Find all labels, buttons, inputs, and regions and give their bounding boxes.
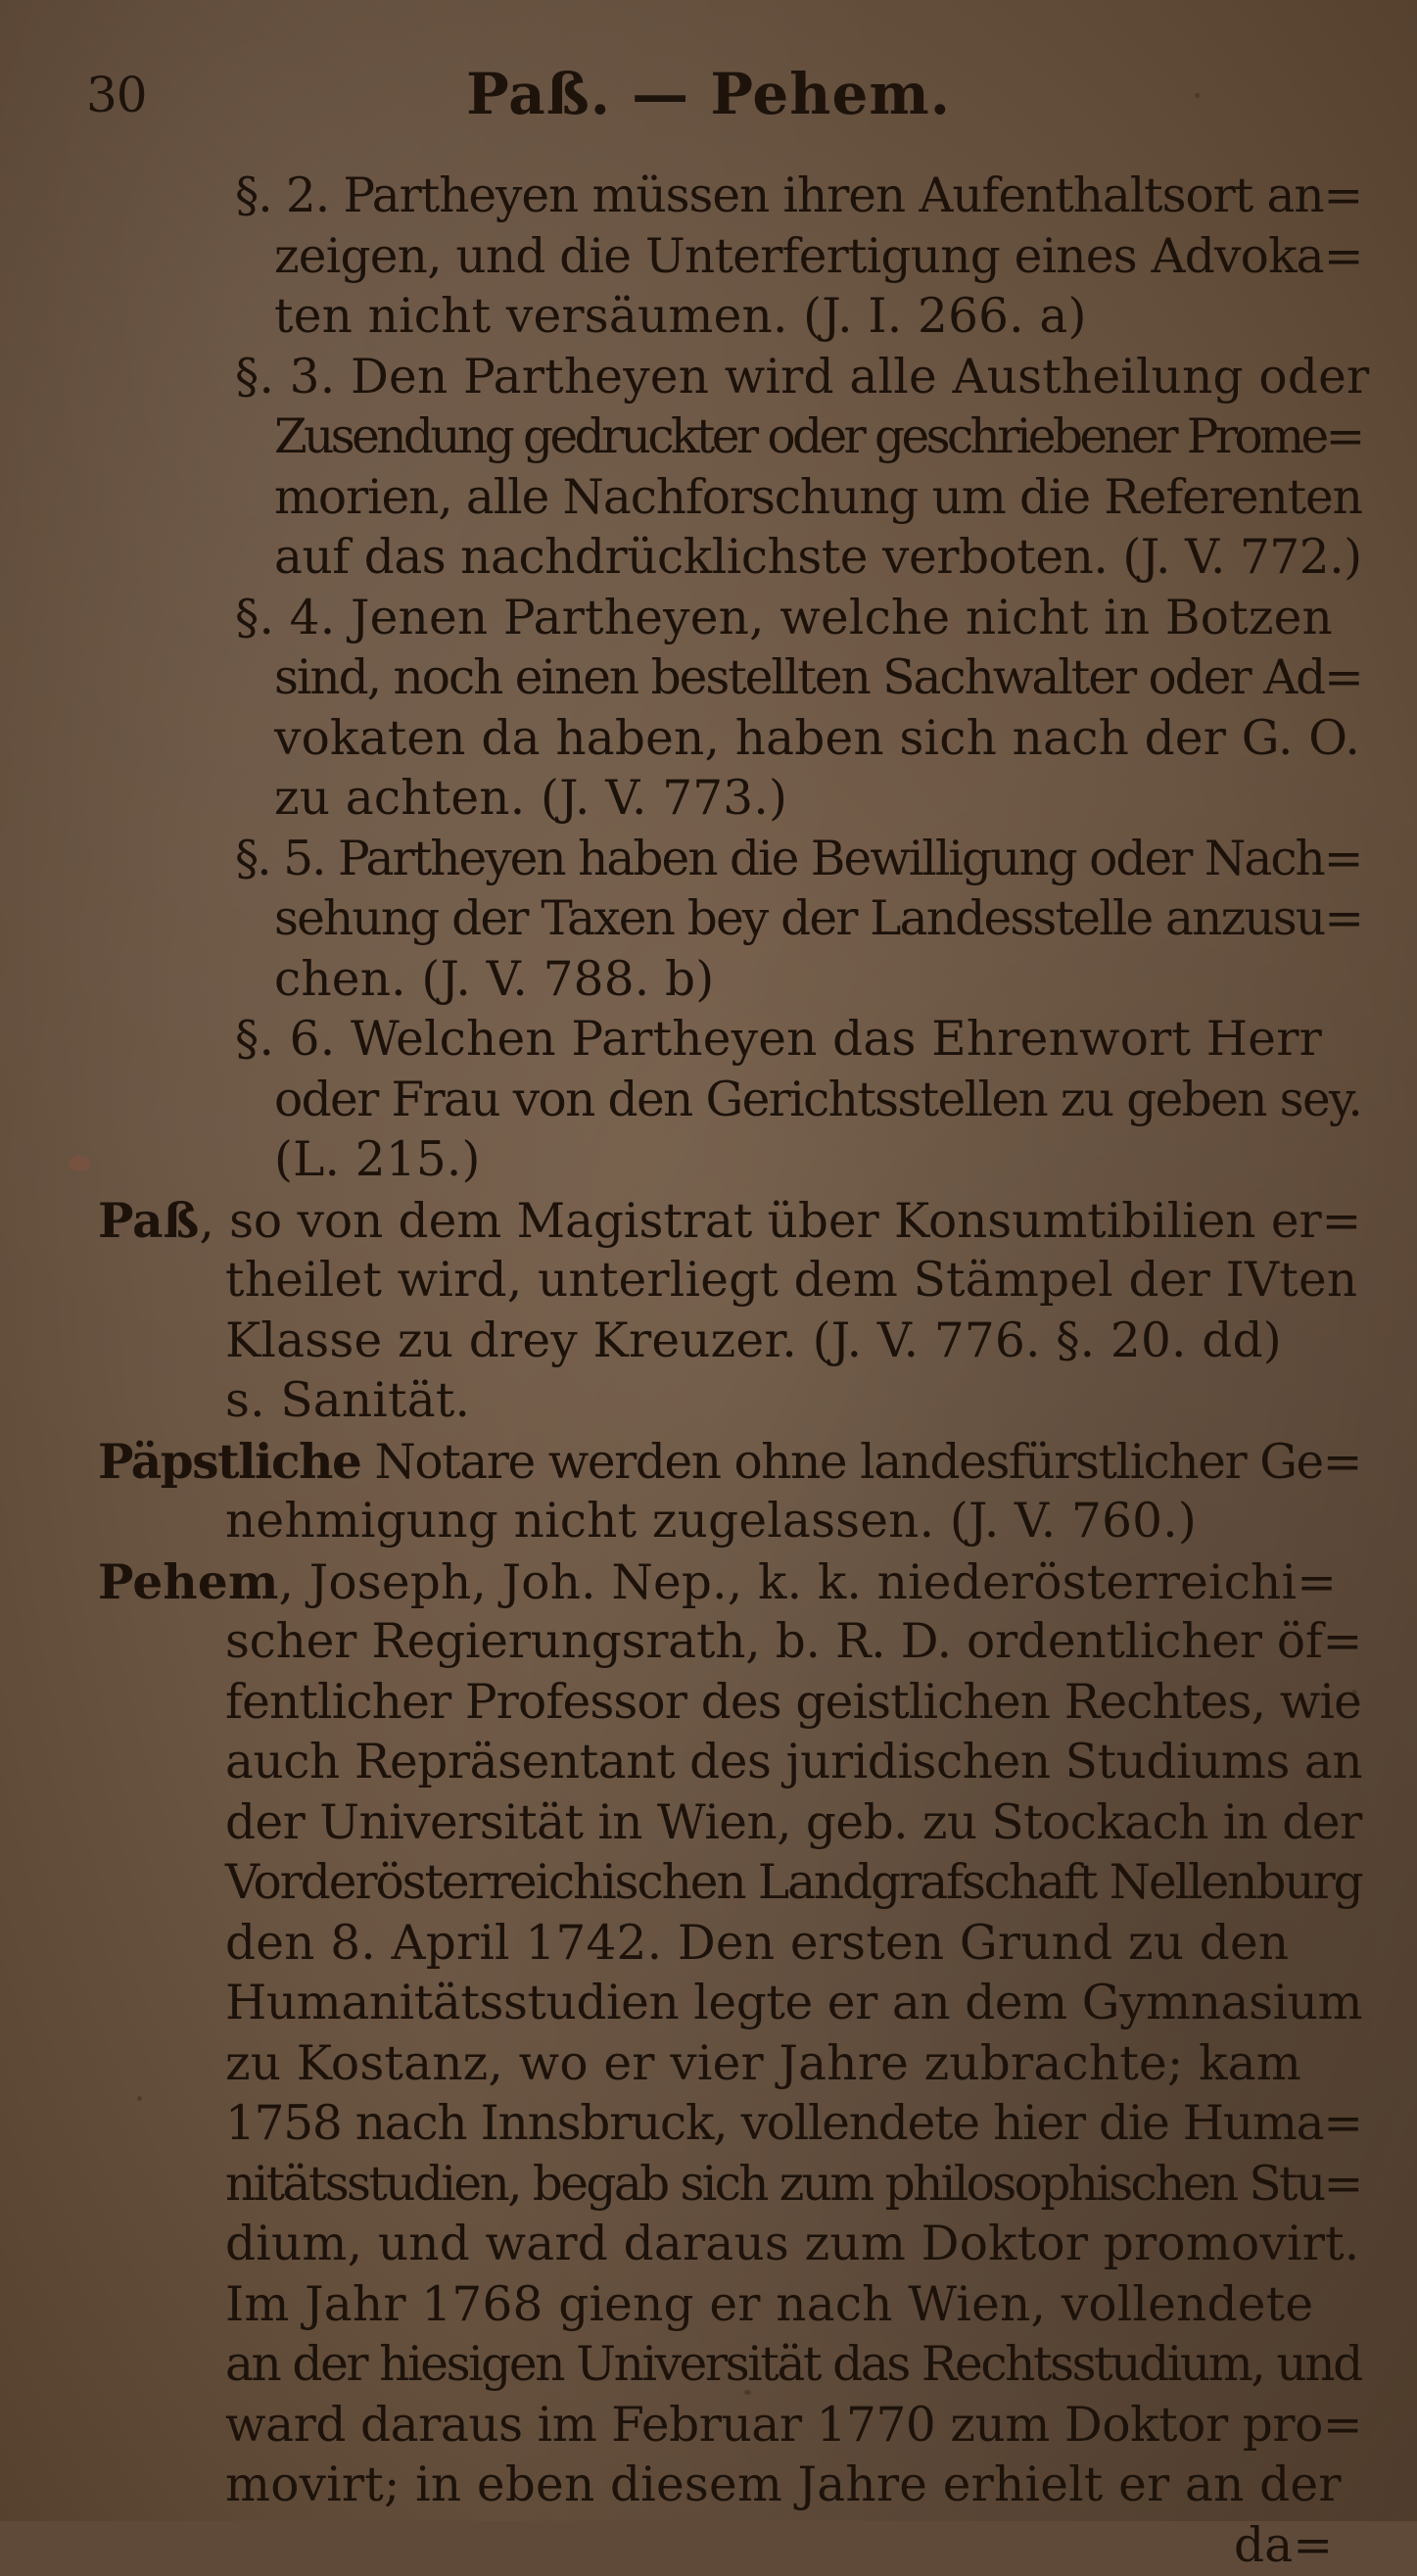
text-line: morien, alle Nachforschung um die Referenten xyxy=(98,468,1371,529)
text-line: Klasse zu drey Kreuzer. (J. V. 776. §. 20. dd) xyxy=(98,1312,1371,1372)
running-head: Paß. — Pehem. xyxy=(0,61,1417,127)
text-line: ward daraus im Februar 1770 zum Doktor pro= xyxy=(98,2396,1371,2457)
entry-headword: Paß xyxy=(98,1193,199,1249)
text-line: chen. (J. V. 788. b) xyxy=(98,950,1371,1011)
entry-headword: Pehem xyxy=(98,1554,278,1610)
text-line: nehmigung nicht zugelassen. (J. V. 760.) xyxy=(98,1492,1371,1552)
text-line: sehung der Taxen bey der Landesstelle anzusu= xyxy=(98,889,1371,950)
text-line: zu Kostanz, wo er vier Jahre zubrachte; kam xyxy=(98,2034,1371,2095)
text-line: §. 6. Welchen Partheyen das Ehrenwort Herr xyxy=(98,1010,1371,1071)
entry-line: Paß, so von dem Magistrat über Konsumtibilien er= xyxy=(98,1191,1371,1252)
text-line: Vorderösterreichischen Landgrafschaft Nellenburg xyxy=(98,1853,1371,1914)
page-header xyxy=(0,61,1417,139)
text-line: scher Regierungsrath, b. R. D. ordentlicher öf= xyxy=(98,1612,1371,1673)
text-line: ten nicht versäumen. (J. I. 266. a) xyxy=(98,287,1371,348)
text-line: fentlicher Professor des geistlichen Rechtes, wie xyxy=(98,1673,1371,1734)
text-line: sind, noch einen bestellten Sachwalter oder Ad= xyxy=(98,648,1371,709)
entry-line: Pehem, Joseph, Joh. Nep., k. k. niederösterreichi= xyxy=(98,1552,1371,1613)
text-line: §. 2. Partheyen müssen ihren Aufenthaltsort an= xyxy=(98,167,1371,227)
text-line: oder Frau von den Gerichtsstellen zu geben sey. xyxy=(98,1071,1371,1131)
text-line: (L. 215.) xyxy=(98,1130,1371,1191)
entry-line: Päpstliche Notare werden ohne landesfürstlicher Ge= xyxy=(98,1432,1371,1493)
paper-speck xyxy=(69,1156,90,1171)
text-line: Im Jahr 1768 gieng er nach Wien, vollendete xyxy=(98,2275,1371,2336)
text-line: §. 4. Jenen Partheyen, welche nicht in Botzen xyxy=(98,589,1371,649)
text-line: s. Sanität. xyxy=(98,1371,1371,1432)
body-text xyxy=(98,167,1371,2576)
text-line: auch Repräsentant des juridischen Studiums an xyxy=(98,1733,1371,1793)
page-number: 30 xyxy=(86,67,147,123)
text-line: den 8. April 1742. Den ersten Grund zu den xyxy=(98,1914,1371,1975)
text-line: zu achten. (J. V. 773.) xyxy=(98,769,1371,830)
text-line: der Universität in Wien, geb. zu Stockach in der xyxy=(98,1793,1371,1854)
catchword: da= xyxy=(98,2516,1371,2576)
text-line: theilet wird, unterliegt dem Stämpel der IVten xyxy=(98,1251,1371,1312)
text-line: Zusendung gedruckter oder geschriebener Prome= xyxy=(98,407,1371,468)
text-line: movirt; in eben diesem Jahre erhielt er an der xyxy=(98,2456,1371,2516)
text-line: §. 5. Partheyen haben die Bewilligung oder Nach= xyxy=(98,830,1371,890)
text-line: nitätsstudien, begab sich zum philosophischen Stu= xyxy=(98,2155,1371,2216)
text-line: 1758 nach Innsbruck, vollendete hier die Huma= xyxy=(98,2094,1371,2155)
text-line: an der hiesigen Universität das Rechtsstudium, und xyxy=(98,2335,1371,2396)
text-line: zeigen, und die Unterfertigung eines Advoka= xyxy=(98,227,1371,288)
text-line: auf das nachdrücklichste verboten. (J. V. 772.) xyxy=(98,528,1371,589)
entry-headword: Päpstliche xyxy=(98,1434,360,1490)
text-line: vokaten da haben, haben sich nach der G. O. xyxy=(98,709,1371,770)
text-line: dium, und ward daraus zum Doktor promovirt. xyxy=(98,2215,1371,2275)
text-line: Humanitätsstudien legte er an dem Gymnasium xyxy=(98,1974,1371,2034)
text-line: §. 3. Den Partheyen wird alle Austheilung oder xyxy=(98,348,1371,408)
